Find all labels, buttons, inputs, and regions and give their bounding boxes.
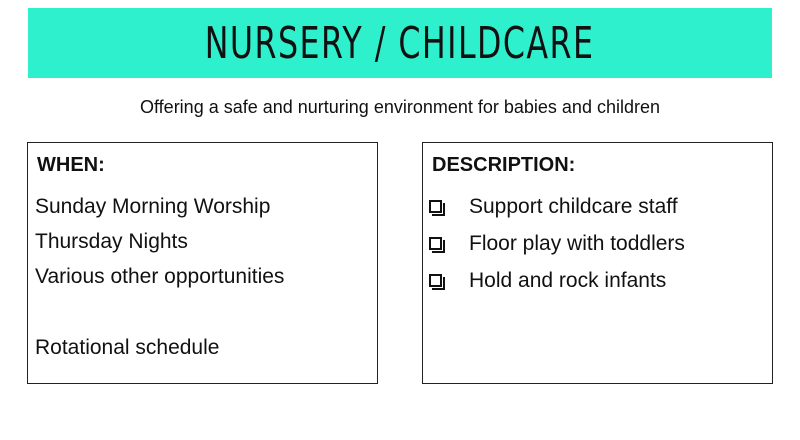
list-item <box>427 262 685 299</box>
when-item-various: Various other opportunities <box>35 265 285 288</box>
schedule-note: Rotational schedule <box>35 336 220 359</box>
checkbox-icon <box>429 274 442 287</box>
checkbox-icon <box>429 200 442 213</box>
page-title: NURSERY / CHILDCARE <box>205 17 595 69</box>
when-panel <box>27 142 378 384</box>
when-item-sunday: Sunday Morning Worship <box>35 195 271 218</box>
when-list <box>35 189 284 365</box>
description-list <box>427 188 685 299</box>
list-item <box>427 188 685 225</box>
when-item-thursday: Thursday Nights <box>35 230 188 253</box>
when-heading: WHEN: <box>37 154 105 176</box>
page-subtitle: Offering a safe and nurturing environment for babies and children <box>140 97 660 117</box>
checkbox-icon <box>429 237 442 250</box>
description-item-label: Support childcare staff <box>469 194 678 218</box>
list-spacer <box>35 294 284 330</box>
description-item-label: Floor play with toddlers <box>469 231 685 255</box>
description-item-label: Hold and rock infants <box>469 268 667 292</box>
description-heading: DESCRIPTION: <box>432 154 576 176</box>
description-panel <box>422 142 773 384</box>
list-item <box>427 225 685 262</box>
title-banner <box>28 8 772 78</box>
